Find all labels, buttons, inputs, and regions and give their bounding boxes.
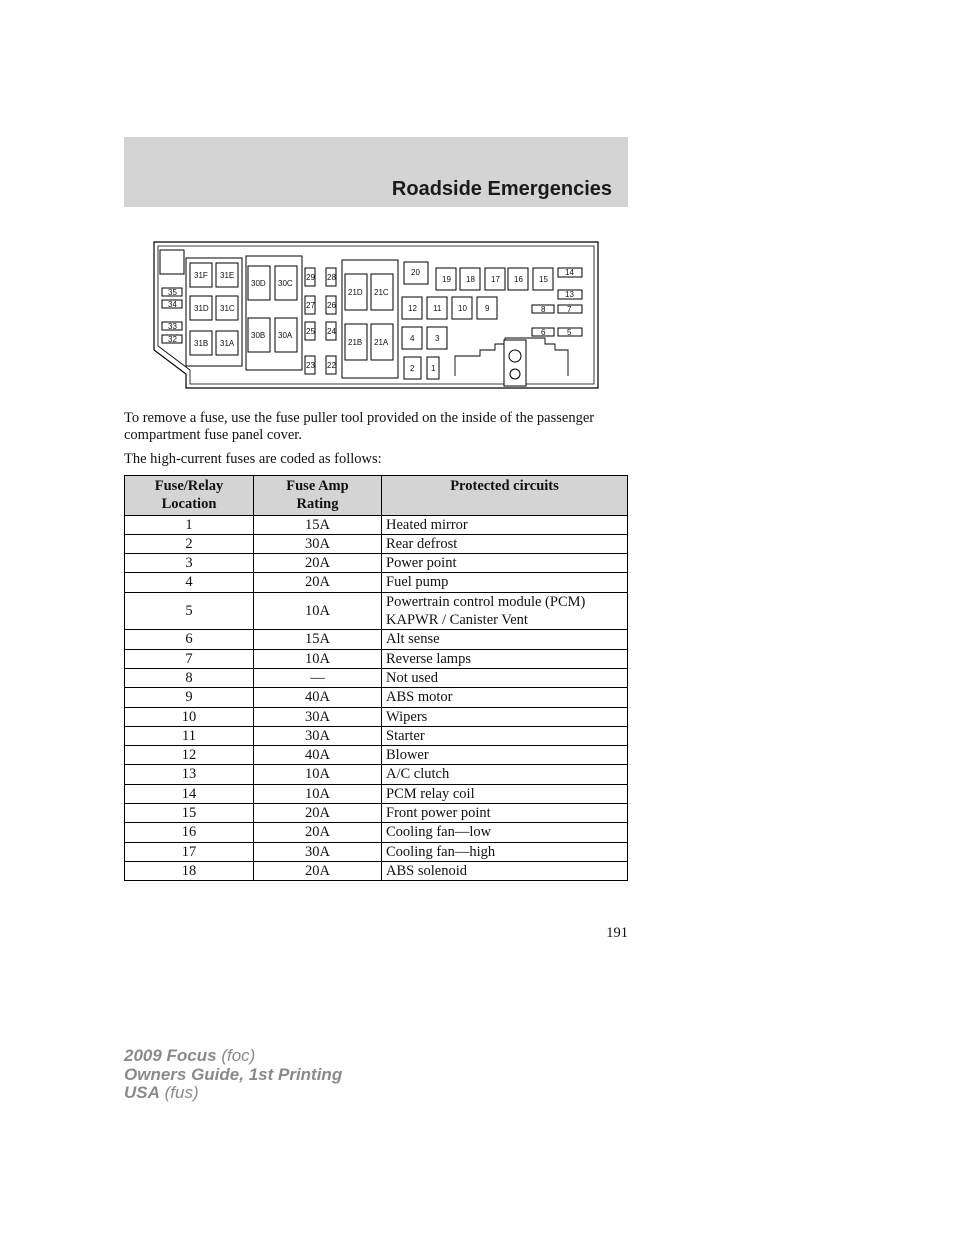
cell-location: 11 bbox=[125, 726, 254, 745]
fuse-label: 25 bbox=[306, 327, 315, 336]
cell-location: 12 bbox=[125, 746, 254, 765]
fuse-label: 4 bbox=[410, 334, 415, 343]
cell-location: 17 bbox=[125, 842, 254, 861]
cell-location: 16 bbox=[125, 823, 254, 842]
fuse-label: 8 bbox=[541, 305, 546, 314]
table-row bbox=[125, 707, 628, 726]
cell-circuit: Blower bbox=[382, 746, 628, 765]
cell-amp: 10A bbox=[254, 784, 382, 803]
cell-location: 9 bbox=[125, 688, 254, 707]
fuse-label: 20 bbox=[411, 268, 420, 277]
section-title: Roadside Emergencies bbox=[391, 178, 612, 200]
footer-line-3: USA (fus) bbox=[124, 1083, 199, 1102]
fuse-label: 11 bbox=[433, 304, 442, 313]
table-row bbox=[125, 746, 628, 765]
fuse-label: 31C bbox=[220, 304, 235, 313]
cell-location: 8 bbox=[125, 668, 254, 687]
fuse-label: 31D bbox=[194, 304, 209, 313]
cell-amp: 30A bbox=[254, 534, 382, 553]
fuse-label: 21D bbox=[348, 288, 363, 297]
footer bbox=[124, 1047, 342, 1103]
cell-location: 10 bbox=[125, 707, 254, 726]
cell-location: 6 bbox=[125, 630, 254, 649]
cell-amp: 20A bbox=[254, 823, 382, 842]
table-row bbox=[125, 592, 628, 630]
fuse-label: 28 bbox=[327, 273, 336, 282]
cell-amp: 10A bbox=[254, 765, 382, 784]
fuse-label: 31A bbox=[220, 339, 235, 348]
cell-location: 1 bbox=[125, 515, 254, 534]
table-row bbox=[125, 668, 628, 687]
table-row bbox=[125, 842, 628, 861]
footer-line-1: 2009 Focus (foc) bbox=[124, 1046, 256, 1065]
cell-location: 13 bbox=[125, 765, 254, 784]
fuse-label: 30A bbox=[278, 331, 293, 340]
fuse-label: 15 bbox=[539, 275, 548, 284]
header-amp-rating: Fuse Amp Rating bbox=[254, 476, 382, 516]
table-row bbox=[125, 726, 628, 745]
header-protected-circuits: Protected circuits bbox=[382, 476, 628, 516]
fuse-label: 29 bbox=[306, 273, 315, 282]
cell-amp: 40A bbox=[254, 688, 382, 707]
table-row bbox=[125, 515, 628, 534]
cell-circuit: Rear defrost bbox=[382, 534, 628, 553]
cell-amp: 20A bbox=[254, 804, 382, 823]
footer-line-2: Owners Guide, 1st Printing bbox=[124, 1064, 343, 1084]
cell-amp: 30A bbox=[254, 726, 382, 745]
fuse-label: 14 bbox=[565, 268, 574, 277]
cell-location: 14 bbox=[125, 784, 254, 803]
cell-circuit: Powertrain control module (PCM) KAPWR / Canister Vent bbox=[382, 592, 628, 630]
cell-circuit: Starter bbox=[382, 726, 628, 745]
fuse-label: 18 bbox=[466, 275, 475, 284]
table-row bbox=[125, 688, 628, 707]
fuse-label: 35 bbox=[168, 288, 177, 297]
cell-location: 15 bbox=[125, 804, 254, 823]
fuse-label: 19 bbox=[442, 275, 451, 284]
table-row bbox=[125, 573, 628, 592]
fuse-label: 6 bbox=[541, 328, 546, 337]
fuse-label: 31F bbox=[194, 271, 208, 280]
fuse-label: 23 bbox=[306, 361, 315, 370]
table-row bbox=[125, 534, 628, 553]
cell-amp: 20A bbox=[254, 573, 382, 592]
fuse-label: 16 bbox=[514, 275, 523, 284]
cell-circuit: Heated mirror bbox=[382, 515, 628, 534]
fuse-label: 30C bbox=[278, 279, 293, 288]
cell-amp: 20A bbox=[254, 861, 382, 880]
fuse-label: 33 bbox=[168, 322, 177, 331]
fuse-label: 12 bbox=[408, 304, 417, 313]
table-row bbox=[125, 804, 628, 823]
cell-circuit: Cooling fan—low bbox=[382, 823, 628, 842]
table-row bbox=[125, 630, 628, 649]
cell-circuit: Power point bbox=[382, 554, 628, 573]
cell-circuit: Wipers bbox=[382, 707, 628, 726]
cell-location: 2 bbox=[125, 534, 254, 553]
cell-circuit: Cooling fan—high bbox=[382, 842, 628, 861]
cell-amp: 10A bbox=[254, 592, 382, 630]
table-header-row bbox=[125, 476, 628, 516]
cell-circuit: ABS solenoid bbox=[382, 861, 628, 880]
fuse-panel-diagram bbox=[150, 238, 602, 392]
cell-location: 18 bbox=[125, 861, 254, 880]
fuse-label: 7 bbox=[567, 305, 572, 314]
section-header-band bbox=[124, 137, 628, 207]
cell-amp: 15A bbox=[254, 515, 382, 534]
fuse-label: 30D bbox=[251, 279, 266, 288]
fuse-label: 31E bbox=[220, 271, 235, 280]
cell-amp: 30A bbox=[254, 842, 382, 861]
cell-circuit: Front power point bbox=[382, 804, 628, 823]
cell-circuit: A/C clutch bbox=[382, 765, 628, 784]
table-row bbox=[125, 823, 628, 842]
cell-amp: 15A bbox=[254, 630, 382, 649]
fuse-label: 9 bbox=[485, 304, 490, 313]
cell-location: 4 bbox=[125, 573, 254, 592]
cell-circuit: Not used bbox=[382, 668, 628, 687]
fuse-label: 2 bbox=[410, 364, 415, 373]
table-row bbox=[125, 765, 628, 784]
fuse-label: 34 bbox=[168, 300, 177, 309]
cell-amp: — bbox=[254, 668, 382, 687]
fuse-label: 21C bbox=[374, 288, 389, 297]
fuse-label: 30B bbox=[251, 331, 266, 340]
cell-circuit: Fuel pump bbox=[382, 573, 628, 592]
cell-amp: 40A bbox=[254, 746, 382, 765]
fuse-label: 32 bbox=[168, 335, 177, 344]
cell-amp: 10A bbox=[254, 649, 382, 668]
table-row bbox=[125, 649, 628, 668]
fuse-table bbox=[124, 475, 628, 881]
cell-amp: 20A bbox=[254, 554, 382, 573]
cell-circuit: Reverse lamps bbox=[382, 649, 628, 668]
fuse-label: 13 bbox=[565, 290, 574, 299]
header-location: Fuse/Relay Location bbox=[125, 476, 254, 516]
fuse-label: 17 bbox=[491, 275, 500, 284]
table-row bbox=[125, 554, 628, 573]
fuse-label: 21A bbox=[374, 338, 389, 347]
fuse-label: 31B bbox=[194, 339, 209, 348]
page-number: 191 bbox=[606, 925, 628, 941]
fuse-label: 26 bbox=[327, 301, 336, 310]
fuse-label: 10 bbox=[458, 304, 467, 313]
fuse-label: 21B bbox=[348, 338, 363, 347]
fuse-label: 27 bbox=[306, 301, 315, 310]
table-row bbox=[125, 784, 628, 803]
fuse-label: 3 bbox=[435, 334, 440, 343]
intro-paragraph-2: The high-current fuses are coded as follows: bbox=[124, 451, 382, 467]
cell-circuit: PCM relay coil bbox=[382, 784, 628, 803]
fuse-label: 24 bbox=[327, 327, 336, 336]
fuse-label: 5 bbox=[567, 328, 572, 337]
cell-amp: 30A bbox=[254, 707, 382, 726]
fuse-label: 1 bbox=[431, 364, 436, 373]
cell-location: 5 bbox=[125, 592, 254, 630]
fuse-label: 22 bbox=[327, 361, 336, 370]
cell-circuit: ABS motor bbox=[382, 688, 628, 707]
table-row bbox=[125, 861, 628, 880]
cell-location: 7 bbox=[125, 649, 254, 668]
cell-location: 3 bbox=[125, 554, 254, 573]
intro-paragraph: To remove a fuse, use the fuse puller tool provided on the inside of the passenger compartment fuse panel cover. bbox=[124, 410, 595, 443]
cell-circuit: Alt sense bbox=[382, 630, 628, 649]
